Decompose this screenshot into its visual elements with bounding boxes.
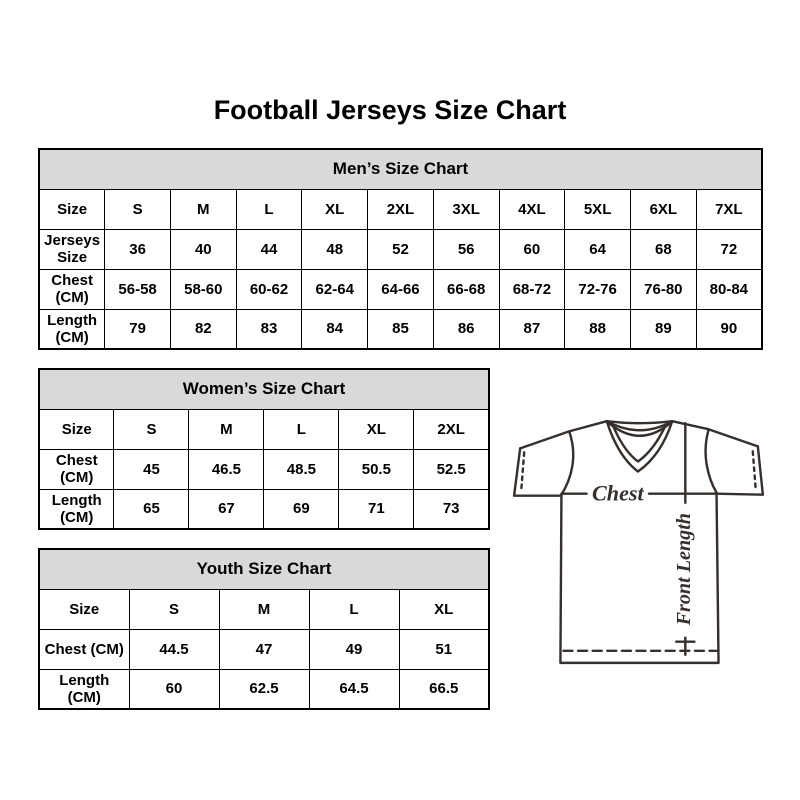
- column-header-cell: S: [114, 409, 189, 449]
- table-row: [39, 309, 762, 349]
- chest-label: Chest: [591, 480, 644, 506]
- table-cell: 71: [339, 489, 414, 529]
- table-row: [39, 629, 489, 669]
- table-cell: 66-68: [433, 269, 499, 309]
- column-header-cell: XL: [302, 189, 368, 229]
- table-row: [39, 269, 762, 309]
- row-label: Size: [39, 409, 114, 449]
- table-cell: 44: [236, 229, 302, 269]
- table-cell: 56-58: [105, 269, 171, 309]
- row-label: Jerseys Size: [39, 229, 105, 269]
- table-cell: 51: [399, 629, 489, 669]
- table-row: [39, 489, 489, 529]
- page-title: Football Jerseys Size Chart: [213, 95, 567, 125]
- column-header-cell: 3XL: [433, 189, 499, 229]
- table-cell: 68-72: [499, 269, 565, 309]
- table-cell: 89: [630, 309, 696, 349]
- column-header-cell: M: [219, 589, 309, 629]
- column-header-cell: 5XL: [565, 189, 631, 229]
- table-cell: 82: [170, 309, 236, 349]
- table-cell: 58-60: [170, 269, 236, 309]
- table-cell: 76-80: [630, 269, 696, 309]
- column-header-cell: L: [309, 589, 399, 629]
- row-label: Length (CM): [39, 489, 114, 529]
- women-table-title: Women’s Size Chart: [39, 369, 489, 409]
- column-header-cell: M: [189, 409, 264, 449]
- table-cell: 66.5: [399, 669, 489, 709]
- table-cell: 83: [236, 309, 302, 349]
- men-table-header-row: [39, 149, 762, 189]
- table-cell: 79: [105, 309, 171, 349]
- table-cell: 49: [309, 629, 399, 669]
- table-row: [39, 409, 489, 449]
- row-label: Chest (CM): [39, 629, 129, 669]
- jersey-left-armhole-seam: [561, 432, 573, 494]
- mens-size-table-grid: [38, 148, 763, 350]
- womens-size-table: [38, 368, 490, 528]
- table-cell: 64-66: [368, 269, 434, 309]
- jersey-collar-opening: [607, 421, 672, 423]
- row-label: Chest (CM): [39, 449, 114, 489]
- youth-size-table-grid: [38, 548, 490, 710]
- youth-size-table: [38, 548, 490, 708]
- table-cell: 44.5: [129, 629, 219, 669]
- jersey-right-cuff-stitch: [753, 451, 756, 490]
- table-row: [39, 589, 489, 629]
- jersey-left-cuff-stitch: [521, 452, 524, 491]
- table-cell: 52.5: [414, 449, 489, 489]
- table-cell: 47: [219, 629, 309, 669]
- table-cell: 60-62: [236, 269, 302, 309]
- jersey-measurement-diagram: [500, 398, 782, 680]
- column-header-cell: 6XL: [630, 189, 696, 229]
- table-cell: 88: [565, 309, 631, 349]
- table-row: [39, 669, 489, 709]
- table-cell: 87: [499, 309, 565, 349]
- table-row: [39, 449, 489, 489]
- table-cell: 72: [696, 229, 762, 269]
- youth-table-title: Youth Size Chart: [39, 549, 489, 589]
- table-cell: 46.5: [189, 449, 264, 489]
- column-header-cell: S: [129, 589, 219, 629]
- column-header-cell: M: [170, 189, 236, 229]
- table-cell: 52: [368, 229, 434, 269]
- row-label: Length (CM): [39, 669, 129, 709]
- column-header-cell: 2XL: [368, 189, 434, 229]
- column-header-cell: 7XL: [696, 189, 762, 229]
- table-cell: 84: [302, 309, 368, 349]
- table-cell: 50.5: [339, 449, 414, 489]
- row-label: Chest (CM): [39, 269, 105, 309]
- row-label: Size: [39, 189, 105, 229]
- table-cell: 69: [264, 489, 339, 529]
- column-header-cell: XL: [339, 409, 414, 449]
- table-cell: 86: [433, 309, 499, 349]
- front-length-label: Front Length: [672, 513, 695, 626]
- table-cell: 64.5: [309, 669, 399, 709]
- table-cell: 36: [105, 229, 171, 269]
- column-header-cell: 4XL: [499, 189, 565, 229]
- table-row: [39, 229, 762, 269]
- table-cell: 62-64: [302, 269, 368, 309]
- table-cell: 90: [696, 309, 762, 349]
- column-header-cell: L: [264, 409, 339, 449]
- women-table-header-row: [39, 369, 489, 409]
- column-header-cell: 2XL: [414, 409, 489, 449]
- table-row: [39, 189, 762, 229]
- table-cell: 40: [170, 229, 236, 269]
- table-cell: 48.5: [264, 449, 339, 489]
- column-header-cell: S: [105, 189, 171, 229]
- table-cell: 62.5: [219, 669, 309, 709]
- table-cell: 85: [368, 309, 434, 349]
- row-label: Length (CM): [39, 309, 105, 349]
- table-cell: 80-84: [696, 269, 762, 309]
- table-cell: 68: [630, 229, 696, 269]
- table-cell: 72-76: [565, 269, 631, 309]
- mens-size-table: [38, 148, 763, 348]
- jersey-left-shoulder: [520, 421, 607, 448]
- table-cell: 60: [129, 669, 219, 709]
- womens-size-table-grid: [38, 368, 490, 530]
- youth-table-header-row: [39, 549, 489, 589]
- table-cell: 65: [114, 489, 189, 529]
- table-cell: 56: [433, 229, 499, 269]
- table-cell: 48: [302, 229, 368, 269]
- table-cell: 64: [565, 229, 631, 269]
- table-cell: 67: [189, 489, 264, 529]
- table-cell: 60: [499, 229, 565, 269]
- men-table-title: Men’s Size Chart: [39, 149, 762, 189]
- column-header-cell: XL: [399, 589, 489, 629]
- table-cell: 45: [114, 449, 189, 489]
- column-header-cell: L: [236, 189, 302, 229]
- table-cell: 73: [414, 489, 489, 529]
- row-label: Size: [39, 589, 129, 629]
- jersey-right-armhole-seam: [706, 430, 717, 492]
